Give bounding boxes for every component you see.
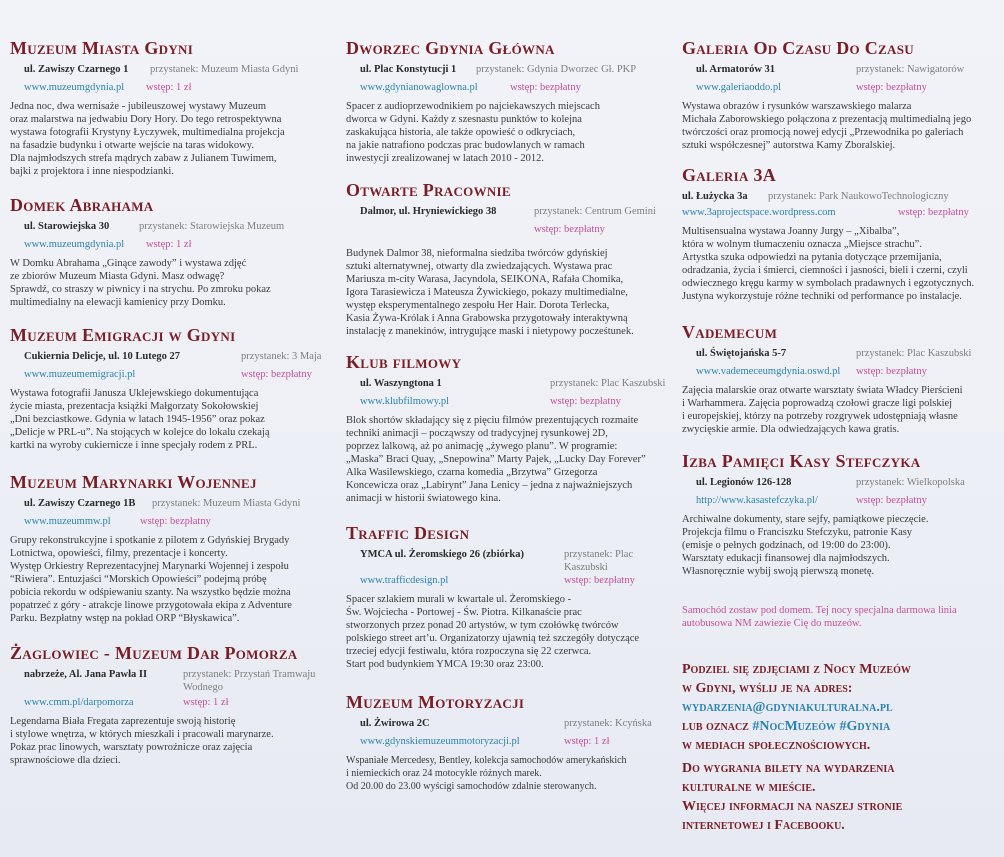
venue-stop: przystanek: 3 Maja bbox=[241, 351, 322, 362]
venue-description: Wystawa obrazów i rysunków warszawskiego malarza Michała Zaborowskiego połączona z prezentacją multimedialną jego twórczości oraz promocją nowej edycji „Przewodnika po galeriach sztuki współczesnej” autorstwa Kamy Zboralskiej. bbox=[682, 101, 972, 151]
venue-description: Multisensualna wystawa Joanny Jurgy – „Xibalba”, która w wolnym tłumaczeniu oznacza „Miejsce strachu”. Artystka szuka odpowiedzi na pytania dotyczące przemijania, odradzania, życia i śmierci, ciemności i jasności, bieli i czerni, czyli odwiecznego kręgu karmy w symbolach pradawnych i egzotycznych. Justyna wykorzystuje różne techniki od performance po instalacje. bbox=[682, 226, 975, 302]
venue-address: Cukiernia Delicje, ul. 10 Lutego 27 bbox=[24, 351, 181, 362]
venue-description: Wystawa fotografii Janusza Uklejewskiego dokumentująca życie miasta, prezentacja książki Małgorzaty Sokołowskiej „Dni bezciastkowe. Gdynia w latach 1945-1956” oraz pokaz „Delicje w PRL-u”. Na stojących w kolejce do lokalu czekają kartki na wyroby cukiernicze i inne specjały rodem z PRL. bbox=[10, 388, 270, 451]
venue-title: Klub filmowy bbox=[346, 352, 462, 372]
venue-website-link[interactable]: www.gdynianowaglowna.pl bbox=[360, 82, 478, 93]
venue-address: ul. Łużycka 3a bbox=[682, 191, 748, 202]
free-bus-note: Samochód zostaw pod domem. Tej nocy specjalna darmowa linia autobusowa NM zawiezie Cię do muzeów. bbox=[682, 605, 957, 629]
venue-entry-price: wstęp: 1 zł bbox=[564, 736, 610, 747]
venue-stop: przystanek: Starowiejska Muzeum bbox=[139, 221, 285, 232]
share-email-link[interactable]: wydarzenia@gdyniakulturalna.pl bbox=[682, 700, 893, 715]
venue-address: ul. Plac Konstytucji 1 bbox=[360, 64, 457, 75]
venue-galeria-od-czasu-do-czasu bbox=[682, 38, 998, 152]
share-line: Podziel się zdjęciami z Nocy Muzeów bbox=[682, 662, 911, 677]
venue-entry-price: wstęp: bezpłatny bbox=[856, 366, 927, 377]
venue-title: Muzeum Emigracji w Gdyni bbox=[10, 325, 236, 345]
venue-address: ul. Świętojańska 5-7 bbox=[696, 348, 787, 359]
venue-stop: przystanek: Plac Kaszubski bbox=[550, 378, 666, 389]
venue-address: ul. Starowiejska 30 bbox=[24, 221, 110, 232]
venue-entry-price: wstęp: bezpłatny bbox=[564, 575, 635, 586]
venue-entry-price: wstęp: bezpłatny bbox=[510, 82, 581, 93]
venue-entry-price: wstęp: bezpłatny bbox=[550, 396, 621, 407]
share-line: w Gdyni, wyślij je na adres: bbox=[682, 681, 853, 696]
venue-address: YMCA ul. Żeromskiego 26 (zbiórka) bbox=[360, 549, 525, 560]
share-line: internetowej i Facebooku. bbox=[682, 818, 845, 833]
venue-description: Grupy rekonstrukcyjne i spotkanie z pilotem z Gdyńskiej Brygady Lotnictwa, opowieści, filmy, prezentacje i koncerty. Występ Orkiestry Reprezentacyjnej Marynarki Wojennej i zespołu “Riwiera”. Entuzjaści “Morskich Opowieści” podejmą próbę pobicia rekordu w odśpiewaniu szanty. Na wszystko będzie można popatrzeć z góry - atrakcje linowe przygotowała ekipa z Adventure Parku. Bezpłatny wstęp na pokład ORP “Błyskawica”. bbox=[10, 535, 292, 624]
venue-description: Jedna noc, dwa wernisaże - jubileuszowej wystawy Muzeum oraz malarstwa na jedwabiu Dory Hory. Do tego retrospektywna wystawa fotografii Krystyny Łyczywek, multimedialna projekcja na fasadzie budynku i otwarte wejście na taras widokowy. Dla najmłodszych strefa mądrych zabaw z Julianem Tuwimem, bajki z projektora i inne niespodzianki. bbox=[10, 101, 285, 177]
venue-description: Spacer z audioprzewodnikiem po najciekawszych miejscach dworca w Gdyni. Każdy z szesnastu punktów to kolejna zaskakująca historia, ale także opowieść o odkryciach, na jakie natrafiono podczas prac budowlanych w ramach inwestycji zrealizowanej w latach 2010 - 2012. bbox=[346, 101, 600, 164]
venue-address: ul. Zawiszy Czarnego 1B bbox=[24, 498, 136, 509]
venue-website-link[interactable]: www.3aprojectspace.wordpress.com bbox=[682, 207, 836, 218]
venue-otwarte-pracownie bbox=[346, 180, 662, 338]
venue-title: Galeria 3A bbox=[682, 165, 777, 185]
venue-entry-price: wstęp: bezpłatny bbox=[140, 516, 211, 527]
venue-stop: przystanek: Muzeum Miasta Gdyni bbox=[150, 64, 299, 75]
venue-title: Żaglowiec - Muzeum Dar Pomorza bbox=[10, 643, 298, 663]
venue-title: Muzeum Miasta Gdyni bbox=[10, 38, 194, 58]
venue-stop: przystanek: Kcyńska bbox=[564, 718, 652, 729]
venue-website-link[interactable]: www.trafficdesign.pl bbox=[360, 575, 449, 586]
venue-title: Dworzec Gdynia Główna bbox=[346, 38, 555, 58]
venue-description: Wspaniałe Mercedesy, Bentley, kolekcja samochodów amerykańskich i niemieckich oraz 24 motocykle różnych marek. Od 20.00 do 23.00 wyścigi samochodów zdalnie sterowanych. bbox=[346, 755, 627, 792]
venue-website-link[interactable]: www.muzeumgdynia.pl bbox=[24, 82, 125, 93]
share-line: Więcej informacji na naszej stronie bbox=[682, 799, 903, 814]
venue-title: Otwarte Pracownie bbox=[346, 180, 511, 200]
venue-description: Blok shortów składający się z pięciu filmów prezentujących rozmaite techniki animacji – począwszy od tradycyjnej rysunkowej 2D, poprzez lalkową, aż po animację „żywego planu”. W programie: „Maska” Braci Quay, „Snepowina” Marty Pajek, „Lucky Day Forever” Alka Wasilewskiego, czarna komedia „Brzytwa” Grzegorza Koncewicza oraz „Labirynt” Jana Lenicy – jedna z najważniejszych animacji w historii światowego kina. bbox=[346, 415, 646, 504]
venue-title: Vademecum bbox=[682, 322, 778, 342]
venue-stop: przystanek: Plac Kaszubski bbox=[564, 549, 634, 573]
venue-website-link[interactable]: www.vademeceumgdynia.oswd.pl bbox=[696, 366, 841, 377]
share-line: w mediach społecznościowych. bbox=[682, 738, 871, 753]
venue-description: Archiwalne dokumenty, stare sejfy, pamiątkowe pieczęcie. Projekcja filmu o Franciszku Stefczyku, patronie Kasy (emisje o pełnych godzinach, od 19:00 do 23:00). Warsztaty edukacji finansowej dla najmłodszych. Własnoręcznie wybij swoją pierwszą monetę. bbox=[682, 514, 929, 577]
venue-stop: przystanek: Gdynia Dworzec Gł. PKP bbox=[476, 64, 637, 75]
share-line: kulturalne w mieście. bbox=[682, 780, 816, 795]
venue-website-link[interactable]: www.cmm.pl/darpomorza bbox=[24, 697, 134, 708]
share-line: lub oznacz bbox=[682, 719, 753, 734]
venue-description: Zajęcia malarskie oraz otwarte warsztaty świata Władcy Pierścieni i Warhammera. Zajęcia poprowadzą czołowi gracze ligi polskiej i europejskiej, którzy na potrzeby rozgrywek udostępniają własne zwycięskie armie. Dla odwiedzających kawa gratis. bbox=[682, 385, 963, 435]
venue-title: Galeria Od Czasu Do Czasu bbox=[682, 38, 914, 58]
venue-stop: przystanek: Wielkopolska bbox=[856, 477, 965, 488]
venue-entry-price: wstęp: bezpłatny bbox=[241, 369, 312, 380]
venue-website-link[interactable]: www.muzeumemigracji.pl bbox=[24, 369, 136, 380]
venue-title: Muzeum Marynarki Wojennej bbox=[10, 472, 257, 492]
venue-address: ul. Armatorów 31 bbox=[696, 64, 776, 75]
venue-address: ul. Legionów 126-128 bbox=[696, 477, 792, 488]
venue-izba-pamieci-kasy-stefczyka bbox=[682, 451, 998, 578]
venue-stop: przystanek: Park NaukowoTechnologiczny bbox=[768, 191, 949, 202]
venue-stop: przystanek: Plac Kaszubski bbox=[856, 348, 972, 359]
venue-address: nabrzeże, Al. Jana Pawła II bbox=[24, 669, 148, 680]
venue-stop: przystanek: Przystań Tramwaju Wodnego bbox=[183, 669, 316, 693]
venue-title: Izba Pamięci Kasy Stefczyka bbox=[682, 451, 921, 471]
venue-title: Muzeum Motoryzacji bbox=[346, 692, 525, 712]
venue-domek-abrahama bbox=[10, 195, 326, 309]
venue-website-link[interactable]: www.klubfilmowy.pl bbox=[360, 396, 450, 407]
venue-entry-price: wstęp: 1 zł bbox=[183, 697, 229, 708]
venue-muzeum-emigracji bbox=[10, 325, 326, 452]
venue-traffic-design bbox=[346, 523, 662, 671]
venue-entry-price: wstęp: bezpłatny bbox=[898, 207, 969, 218]
venue-address: Dalmor, ul. Hryniewickiego 38 bbox=[360, 206, 497, 217]
venue-entry-price: wstęp: bezpłatny bbox=[856, 82, 927, 93]
venue-stop: przystanek: Centrum Gemini bbox=[534, 206, 656, 217]
venue-description: Budynek Dalmor 38, nieformalna siedziba twórców gdyńskiej sztuki alternatywnej, otwarty dla zwiedzających. Wystawa prac Mariusza m-city Warasa, Jacyndola, SEIKONA, Rafała Chomika, Igora Tarasiewicza i Mateusza Żywickiego, pokazy multimedialne, występ eksperymentalnego zespołu Her Hair. Dorota Terlecka, Kasia Żywa-Królak i Anna Grabowska przygotowały interaktywną instalację z manekinów, intrygujące maski i nietypowy pocześtunek. bbox=[346, 248, 634, 337]
venue-address: ul. Żwirowa 2C bbox=[360, 718, 430, 729]
venue-galeria-3a bbox=[682, 165, 998, 303]
venue-muzeum-motoryzacji bbox=[346, 692, 662, 793]
venue-stop: przystanek: Muzeum Miasta Gdyni bbox=[152, 498, 301, 509]
share-hashtags: #NocMuzeów #Gdynia bbox=[752, 719, 891, 734]
share-photos-block bbox=[682, 660, 998, 835]
venue-address: ul. Zawiszy Czarnego 1 bbox=[24, 64, 129, 75]
venue-description: Spacer szlakiem murali w kwartale ul. Żeromskiego - Św. Wojciecha - Portowej - Św. Piotra. Kilkanaście prac stworzonych przez ponad 20 artystów, w tym czołówkę twórców polskiego street art’u. Organizatorzy ujawnią też szczegóły dotyczące trzeciej edycji festiwalu, która rozpoczyna się 22 czerwca. Start pod budynkiem YMCA 19:30 oraz 23:00. bbox=[346, 594, 640, 670]
venue-website-link[interactable]: www.gdynskiemuzeummotoryzacji.pl bbox=[360, 736, 520, 747]
venue-address: ul. Waszyngtona 1 bbox=[360, 378, 442, 389]
venue-muzeum-marynarki-wojennej bbox=[10, 472, 326, 625]
venue-description: W Domku Abrahama „Ginące zawody” i wystawa zdjęć ze zbiorów Muzeum Miasta Gdyni. Masz odwagę? Sprawdź, co straszy w piwnicy i na strychu. Po zmroku pokaz multimedialny na elewacji kamienicy przy Domku. bbox=[10, 258, 271, 308]
venue-muzeum-miasta-gdyni bbox=[10, 38, 326, 178]
venue-entry-price: wstęp: 1 zł bbox=[146, 82, 192, 93]
venue-title: Domek Abrahama bbox=[10, 195, 154, 215]
venue-klub-filmowy bbox=[346, 352, 666, 505]
venue-entry-price: wstęp: bezpłatny bbox=[534, 224, 605, 235]
venue-website-link[interactable]: http://www.kasastefczyka.pl/ bbox=[696, 495, 818, 506]
venue-website-link[interactable]: www.galeriaoddo.pl bbox=[696, 82, 782, 93]
venue-title: Traffic Design bbox=[346, 523, 470, 543]
venue-dworzec-gdynia-glowna bbox=[346, 38, 662, 165]
venue-dar-pomorza bbox=[10, 643, 326, 767]
venue-vademecum bbox=[682, 322, 998, 436]
venue-entry-price: wstęp: bezpłatny bbox=[856, 495, 927, 506]
venue-entry-price: wstęp: 1 zł bbox=[146, 239, 192, 250]
venue-website-link[interactable]: www.muzeummw.pl bbox=[24, 516, 111, 527]
venue-description: Legendarna Biała Fregata zaprezentuje swoją historię i stylowe wnętrza, w których mieszkali i pracowali marynarze. Pokaz prac linowych, warsztaty powroźnicze oraz zajęcia sprawnościowe dla dzieci. bbox=[10, 716, 274, 766]
venue-stop: przystanek: Nawigatorów bbox=[856, 64, 965, 75]
share-line: Do wygrania bilety na wydarzenia bbox=[682, 761, 895, 776]
venue-website-link[interactable]: www.muzeumgdynia.pl bbox=[24, 239, 125, 250]
